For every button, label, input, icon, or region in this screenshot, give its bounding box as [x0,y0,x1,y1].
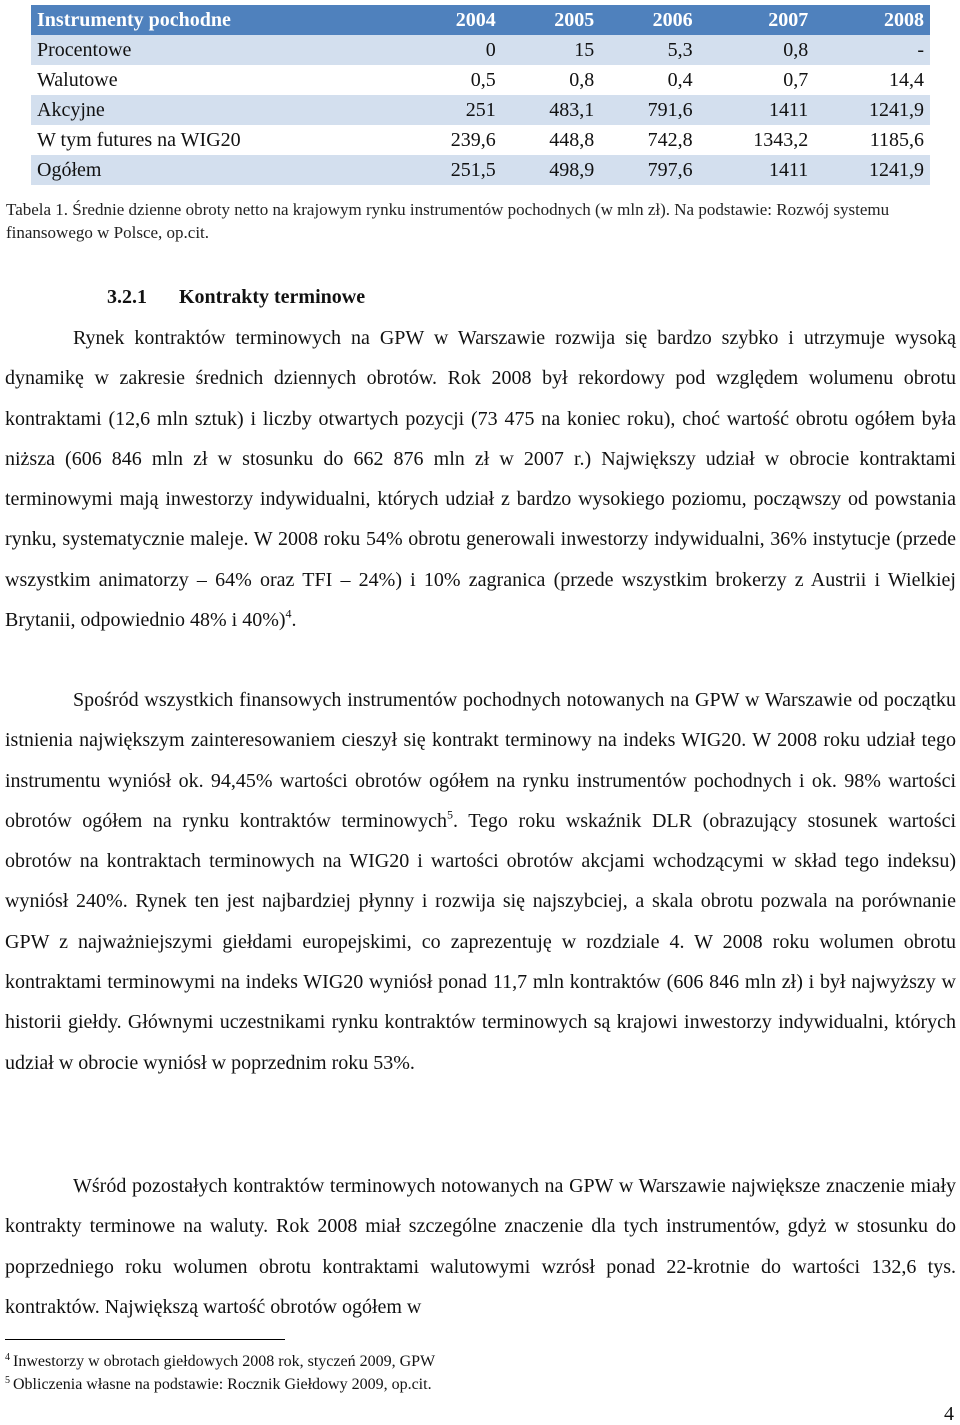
table-cell: 15 [502,35,600,65]
table-cell: 1241,9 [814,95,930,125]
table-caption: Tabela 1. Średnie dzienne obroty netto na krajowym rynku instrumentów pochodnych (w mln zł). Na podstawie: Rozwój systemu finansowego w Polsce, op.cit. [6,200,890,242]
table-row [31,35,930,65]
paragraph-text: . [291,609,297,632]
table-cell: 1185,6 [814,125,930,155]
row-label-cell: W tym futures na WIG20 [31,125,403,155]
table-cell: 0,7 [699,65,815,95]
paragraph-text: . Tego roku wskaźnik DLR (obrazujący stosunek wartości obrotów na kontraktach terminowych na WIG20 i wartości obrotów akcjami wchodzącymi w skład tego indeksu) wyniósł 240%. Rynek ten jest najbardziej płynny i rozwija się najszybciej, a skala obrotu pozwala na porównanie GPW z najważniejszymi giełdami europejskimi, co zaprezentuję w rozdziale 4. W 2008 roku wolumen obrotu kontraktami terminowymi na indeks WIG20 wyniósł ponad 11,7 mln kontraktów (606 846 mln zł) i był najwyższy w historii giełdy. Głównymi uczestnikami rynku kontraktów terminowych są krajowi inwestorzy indywidualni, których udział w obrocie wyniósł w poprzednim roku 53%. [5,809,957,1074]
table-cell: 483,1 [502,95,600,125]
table-row [31,155,930,185]
table-cell: 791,6 [600,95,698,125]
table-cell: 251,5 [403,155,501,185]
row-label-cell: Procentowe [31,35,403,65]
table-header-cell: 2004 [403,5,501,35]
table-header-cell: 2005 [502,5,600,35]
paragraph-text: Wśród pozostałych kontraktów terminowych notowanych na GPW w Warszawie największe znaczenie miały kontrakty terminowe na waluty. Rok 2008 miał szczególne znaczenie dla tych instrumentów, gdyż w stosunku do poprzedniego roku wolumen obrotu kontraktami walutowymi wzrósł ponad 22-krotnie do wartości 132,6 tys. kontraktów. Największą wartość obrotów ogółem w [5,1175,956,1318]
table-header-cell: 2008 [814,5,930,35]
row-label-cell: Akcyjne [31,95,403,125]
paragraph-text: Rynek kontraktów terminowych na GPW w Warszawie rozwija się bardzo szybko i utrzymuje wysoką dynamikę w zakresie średnich dziennych obrotów. Rok 2008 był rekordowy pod względem wolumenu obrotu kontraktami (12,6 mln sztuk) i liczby otwartych pozycji (73 475 na koniec roku), choć wartość obrotu ogółem była niższa (606 846 mln zł w stosunku do 662 876 mln zł w 2007 r.) Największy udział w obrocie kontraktami terminowymi mają inwestorzy indywidualni, których udział z bardzo wysokiego poziomu, począwszy od powstania rynku, systematycznie maleje. W 2008 roku 54% obrotu generowali inwestorzy indywidualni, 36% instytucje (przede wszystkim animatorzy – 64% oraz TFI – 24%) i 10% zagranica (przede wszystkim brokerzy z Austrii i Wielkiej Brytanii, odpowiednio 48% i 40%) [5,327,956,632]
section-heading [107,283,365,311]
table-cell: 1241,9 [814,155,930,185]
body-paragraph [5,318,956,640]
paragraph-text: Spośród wszystkich finansowych instrumentów pochodnych notowanych na GPW w Warszawie od początku istnienia największym zainteresowaniem cieszył się kontrakt terminowy na indeks WIG20. W 2008 roku udział tego instrumentu wyniósł ok. 94,45% wartości obrotów ogółem na rynku instrumentów pochodnych i ok. 98% wartości obrotów ogółem na rynku kontraktów terminowych [5,689,956,832]
table-cell: 0,8 [502,65,600,95]
table-header-row [31,5,930,35]
table-cell: 251 [403,95,501,125]
footnote-mark: 4 [5,1352,10,1363]
footnote [5,1374,905,1395]
table-cell: 0,5 [403,65,501,95]
table-cell: 742,8 [600,125,698,155]
table-cell: 0,4 [600,65,698,95]
table-header-cell: 2006 [600,5,698,35]
body-paragraph [5,680,956,1083]
table-cell: 797,6 [600,155,698,185]
table-row [31,95,930,125]
table-cell: 1411 [699,95,815,125]
table-cell: 448,8 [502,125,600,155]
table-cell: 498,9 [502,155,600,185]
table-cell: 1411 [699,155,815,185]
body-paragraph [5,1166,956,1327]
footnote-reference[interactable]: 5 [446,807,453,822]
table-row [31,125,930,155]
table-cell: 5,3 [600,35,698,65]
table-cell: 0,8 [699,35,815,65]
derivatives-turnover-table [31,5,930,185]
footnote-text: Inwestorzy w obrotach giełdowych 2008 rok, styczeń 2009, GPW [13,1353,436,1370]
section-title: Kontrakty terminowe [179,286,366,308]
table-header-cell: 2007 [699,5,815,35]
section-number: 3.2.1 [107,286,147,308]
table-cell: 239,6 [403,125,501,155]
footnote-text: Obliczenia własne na podstawie: Rocznik Giełdowy 2009, op.cit. [13,1376,432,1393]
table-cell: 0 [403,35,501,65]
table-cell: 14,4 [814,65,930,95]
page-number: 4 [944,1403,954,1425]
row-label-cell: Walutowe [31,65,403,95]
table-header-cell: Instrumenty pochodne [31,5,403,35]
row-label-cell: Ogółem [31,155,403,185]
table-row [31,65,930,95]
table-cell: - [814,35,930,65]
footnote-mark: 5 [5,1375,10,1386]
footnote-separator [5,1339,285,1340]
table-cell: 1343,2 [699,125,815,155]
footnote [5,1351,905,1372]
footnote-reference[interactable]: 4 [285,606,292,621]
